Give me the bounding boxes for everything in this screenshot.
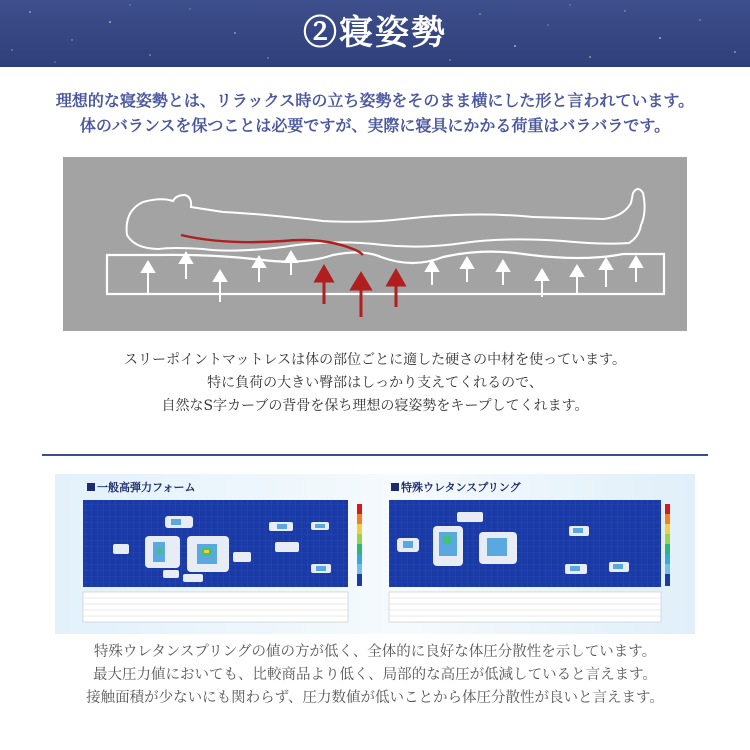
panel-title-text: 特殊ウレタンスプリング [401,481,521,494]
description-line: 自然なS字カーブの背骨を保ち理想の寝姿勢をキープしてくれます。 [161,398,589,414]
summary-line: 最大圧力値においても、比較商品より低く、局部的な高圧が低減していると言えます。 [92,667,658,683]
feature-description [0,349,750,418]
summary-line: 接触面積が少ないにも関わらず、圧力数値が低いことから体圧分散性が良いと言えます。 [86,690,664,706]
intro-text [0,88,750,138]
title-banner [0,0,750,67]
spine-curve [181,235,363,255]
page-title: ②寝姿勢 [303,13,447,53]
description-line: 特に負荷の大きい臀部はしっかり支えてくれるので、 [207,375,543,391]
pressure-heatmap [73,474,369,634]
body-silhouette [127,189,645,251]
pressure-heatmap [377,474,683,634]
pressure-map-comparison [55,474,695,634]
body-on-mattress-illustration [63,157,687,331]
intro-line: 理想的な寝姿勢とは、リラックス時の立ち姿勢をそのまま横にした形と言われています。 [55,91,695,110]
panel-title-text: 一般高弾力フォーム [97,481,196,494]
description-line: スリーポイントマットレスは体の部位ごとに適した硬さの中材を使っています。 [124,352,626,368]
heavy-load-arrows [316,267,404,317]
intro-line: 体のバランスを保つことは必要ですが、実際に寝具にかかる荷重はバラバラです。 [79,116,671,135]
summary-line: 特殊ウレタンスプリングの値の方が低く、全体的に良好な体圧分散性を示しています。 [93,644,657,660]
section-divider [42,454,708,456]
comparison-summary [0,641,750,710]
